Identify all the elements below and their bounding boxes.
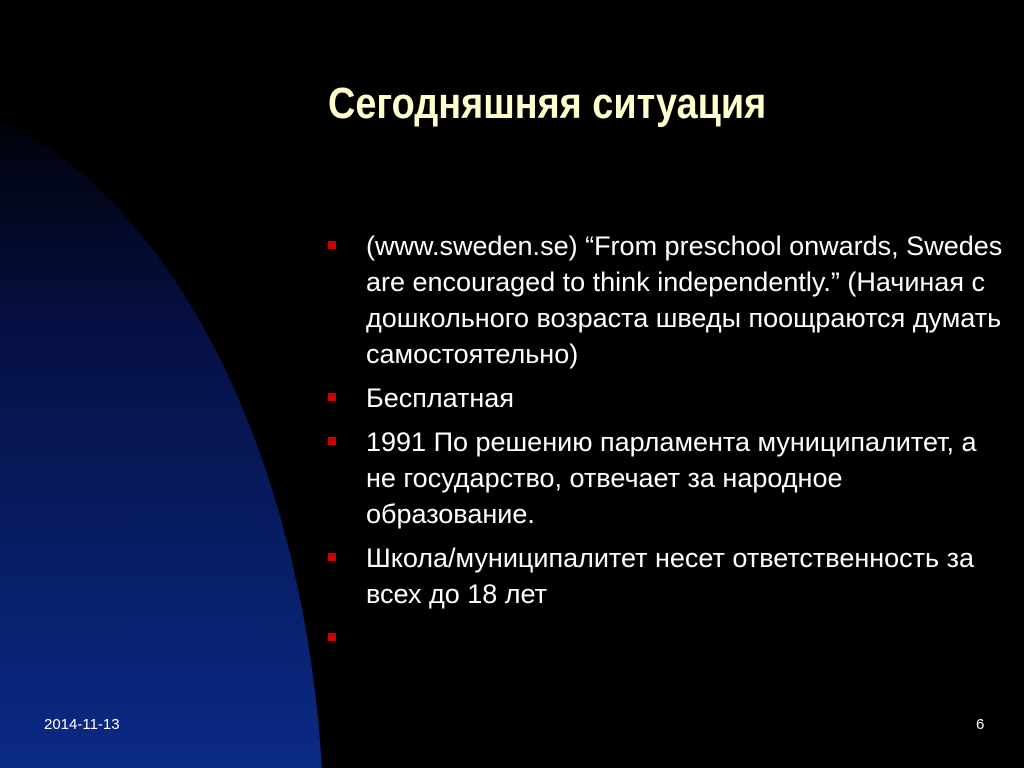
bullet-square-icon [328, 393, 336, 401]
slide-title: Сегодняшняя ситуация [328, 79, 767, 128]
bullet-item [326, 540, 1006, 612]
bullet-text: 1991 По решению парламента муниципалитет, а не государство, отвечает за народное образование. [366, 427, 977, 529]
bullet-item-empty [326, 620, 1006, 656]
bullet-item [326, 380, 1006, 416]
bullet-item [326, 228, 1006, 372]
bullet-list [326, 228, 1006, 664]
background-blue-arc [0, 92, 324, 768]
bullet-square-icon [328, 553, 336, 561]
footer-date: 2014-11-13 [44, 716, 120, 733]
bullet-text: (www.sweden.se) “From preschool onwards, Swedes are encouraged to think independently.” (Начиная с дошкольного возраста шведы поощраются думать самостоятельно) [366, 231, 1003, 369]
page-number: 6 [976, 716, 985, 733]
bullet-text: Бесплатная [366, 383, 514, 413]
bullet-square-icon [328, 633, 336, 641]
bullet-item [326, 424, 1006, 532]
bullet-square-icon [328, 437, 336, 445]
bullet-square-icon [328, 241, 336, 249]
bullet-text: Школа/муниципалитет несет ответственность за всех до 18 лет [366, 543, 975, 609]
